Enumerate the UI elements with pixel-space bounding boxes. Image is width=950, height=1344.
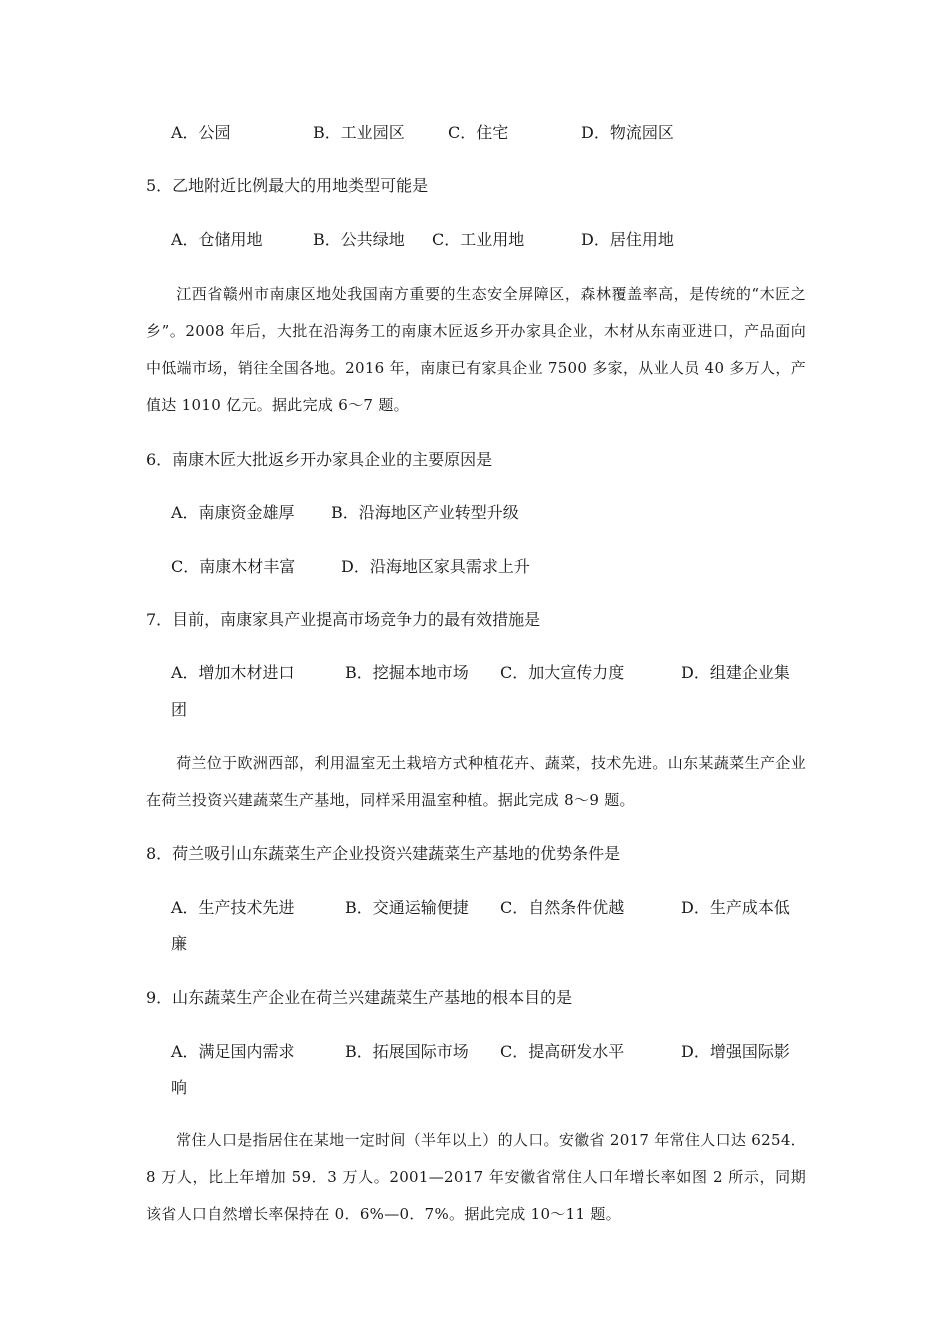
q9-option-a: A．满足国内需求: [171, 1042, 295, 1061]
passage-8-9: [146, 745, 806, 819]
q8-option-c: C．自然条件优越: [500, 898, 625, 917]
q9-option-d-wrap: 响: [171, 1078, 188, 1097]
q9-stem: 9．山东蔬菜生产企业在荷兰兴建蔬菜生产基地的根本目的是: [146, 988, 573, 1007]
q7-stem: 7．目前，南康家具产业提高市场竞争力的最有效措施是: [146, 610, 541, 629]
q7-option-d-wrap: 团: [171, 700, 188, 719]
passage-10-11-text: 常住人口是指居住在某地一定时间（半年以上）的人口。安徽省 2017 年常住人口达 6254．8 万人，比上年增加 59．3 万人。2001—2017 年安徽省常住人口年增长率如图 2 所示，同期该省人口自然增长率保持在 0．6%—0．7%。据此完成 10～11 题。: [146, 1131, 806, 1223]
q7-option-a: A．增加木材进口: [171, 663, 295, 682]
passage-10-11: [146, 1122, 806, 1233]
q9-option-c: C．提高研发水平: [500, 1042, 625, 1061]
q9-option-b: B．拓展国际市场: [345, 1042, 469, 1061]
q6-option-d: D．沿海地区家具需求上升: [341, 557, 530, 576]
q6-option-c: C．南康木材丰富: [171, 557, 296, 576]
q8-option-d: D．生产成本低: [681, 898, 790, 917]
q8-option-b: B．交通运输便捷: [345, 898, 469, 917]
q8-stem: 8．荷兰吸引山东蔬菜生产企业投资兴建蔬菜生产基地的优势条件是: [146, 844, 621, 863]
q6-option-b: B．沿海地区产业转型升级: [331, 503, 519, 522]
q7-option-b: B．挖掘本地市场: [345, 663, 469, 682]
q7-option-d: D．组建企业集: [681, 663, 790, 682]
q4-option-c: C．住宅: [448, 123, 509, 142]
q5-option-b: B．公共绿地: [313, 230, 405, 249]
q5-stem: 5．乙地附近比例最大的用地类型可能是: [146, 176, 429, 195]
q5-option-d: D．居住用地: [581, 230, 674, 249]
passage-8-9-text: 荷兰位于欧洲西部，利用温室无土栽培方式种植花卉、蔬菜，技术先进。山东某蔬菜生产企业在荷兰投资兴建蔬菜生产基地，同样采用温室种植。据此完成 8～9 题。: [146, 754, 806, 809]
q6-stem: 6．南康木匠大批返乡开办家具企业的主要原因是: [146, 450, 493, 469]
q4-option-a: A．公园: [171, 123, 231, 142]
passage-6-7: [146, 276, 806, 424]
q7-option-c: C．加大宣传力度: [500, 663, 625, 682]
q8-option-a: A．生产技术先进: [171, 898, 295, 917]
q5-option-a: A．仓储用地: [171, 230, 263, 249]
q6-option-a: A．南康资金雄厚: [171, 503, 295, 522]
passage-6-7-text: 江西省赣州市南康区地处我国南方重要的生态安全屏障区，森林覆盖率高，是传统的“木匠之乡”。2008 年后，大批在沿海务工的南康木匠返乡开办家具企业，木材从东南亚进口，产品面向中低端市场，销往全国各地。2016 年，南康已有家具企业 7500 多家，从业人员 40 多万人，产值达 1010 亿元。据此完成 6～7 题。: [146, 285, 806, 414]
q4-option-b: B．工业园区: [313, 123, 405, 142]
q8-option-d-wrap: 廉: [171, 934, 188, 953]
q5-option-c: C．工业用地: [432, 230, 525, 249]
q9-option-d: D．增强国际影: [681, 1042, 790, 1061]
q4-option-d: D．物流园区: [581, 123, 674, 142]
